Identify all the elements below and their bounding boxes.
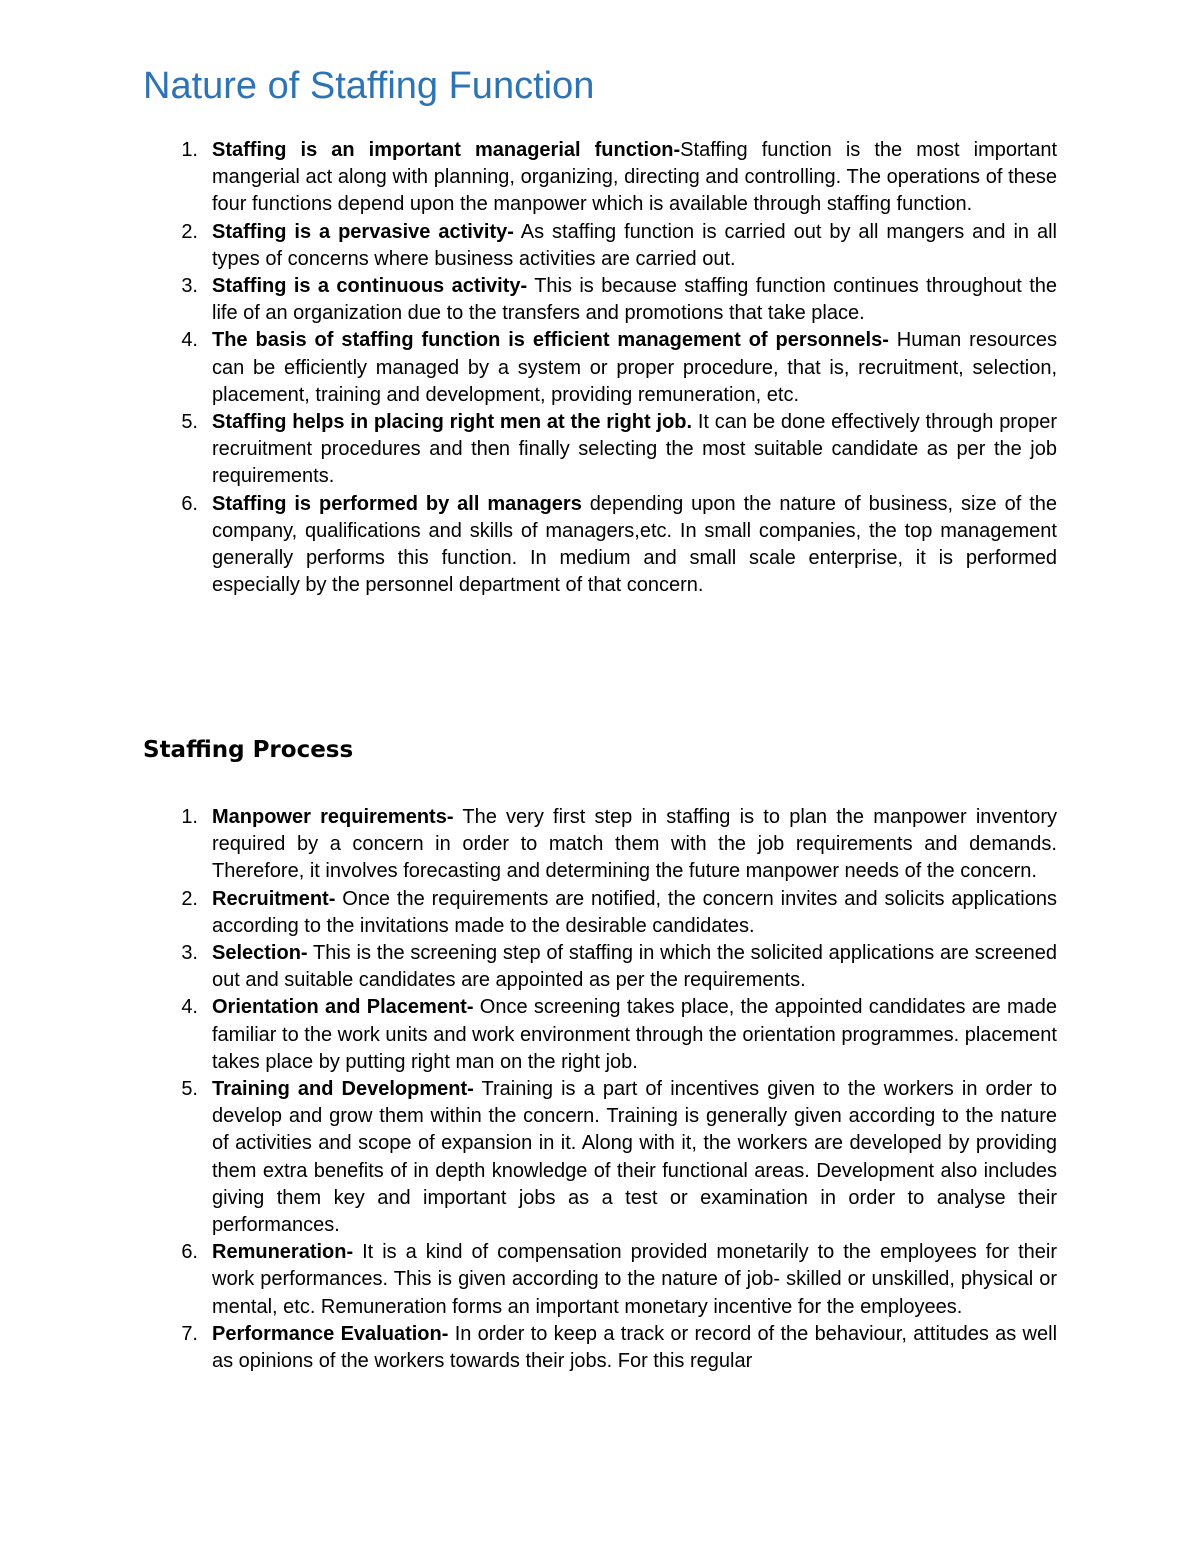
list-item [181, 994, 1057, 1076]
item-number: 2. [181, 220, 198, 243]
item-lead: Remuneration- [212, 1241, 354, 1264]
item-number: 3. [181, 275, 198, 298]
item-lead: Staffing is performed by all managers [212, 492, 582, 515]
list-item [181, 940, 1057, 994]
item-body: In order to keep a track or record of the behaviour, attitudes as well as opinions of the workers towards their jobs. For this regular [212, 1322, 1058, 1373]
item-body: Human resources can be efficiently managed by a system or proper procedure, that is, recruitment, selection, placement, training and development, providing remuneration, etc. [212, 329, 1057, 406]
item-lead: Training and Development- [212, 1078, 474, 1101]
item-body: This is the screening step of staffing in which the solicited applications are screened out and suitable candidates are appointed as per the requirements. [212, 942, 1057, 992]
item-number: 6. [181, 1241, 198, 1264]
item-lead: Orientation and Placement- [212, 996, 474, 1019]
item-number: 2. [181, 887, 198, 910]
item-body: It is a kind of compensation provided monetarily to the employees for their work performances. This is given according to the nature of job- skilled or unskilled, physical or mental, etc. Remuneration forms an important monetary incentive for the employees. [212, 1241, 1057, 1318]
item-number: 5. [181, 411, 198, 434]
list-item [181, 1239, 1057, 1321]
list-item [181, 1076, 1058, 1239]
item-number: 6. [181, 492, 198, 515]
list-item [181, 886, 1057, 940]
item-lead: Staffing is a continuous activity- [212, 275, 528, 298]
item-number: 3. [181, 942, 198, 965]
item-body: Once screening takes place, the appointed candidates are made familiar to the work units and work environment through the orientation programmes. placement takes place by putting right man on the right job. [212, 996, 1057, 1073]
list-item [181, 409, 1057, 491]
item-body: depending upon the nature of business, size of the company, qualifications and skills of managers,etc. In small companies, the top management generally performs this function. In medium and small scale enterprise, it is performed especially by the personnel department of that concern. [212, 492, 1057, 597]
item-lead: Selection- [212, 942, 308, 965]
item-body: As staffing function is carried out by all mangers and in all types of concerns where business activities are carried out. [212, 220, 1057, 270]
item-body: This is because staffing function continues throughout the life of an organization due to the transfers and promotions that take place. [212, 275, 1057, 325]
nature-list [0, 137, 1200, 599]
item-lead: Staffing helps in placing right men at the right job. [212, 411, 693, 434]
list-item [181, 1321, 1058, 1375]
item-body: Training is a part of incentives given to the workers in order to develop and grow them within the concern. Training is generally given according to the nature of activities and scope of expansion in it. Along with it, the workers are developed by providing them extra benefits of in depth knowledge of their functional areas. Development also includes giving them key and important jobs as a test or examination in order to analyse their performances. [212, 1078, 1058, 1237]
item-body: Once the requirements are notified, the concern invites and solicits applications according to the invitations made to the desirable candidates. [212, 887, 1057, 937]
item-number: 4. [181, 996, 198, 1019]
item-lead: Manpower requirements- [212, 806, 454, 828]
item-number: 1. [181, 806, 198, 828]
item-body: It can be done effectively through proper recruitment procedures and then finally selecting the most suitable candidate as per the job requirements. [212, 411, 1057, 488]
section-heading: Staffing Process [143, 737, 354, 763]
item-lead: Staffing is an important managerial function- [212, 139, 681, 161]
list-item [181, 804, 1058, 886]
page-title: Nature of Staffing Function [143, 65, 595, 107]
item-number: 1. [181, 139, 198, 161]
item-lead: The basis of staffing function is efficient management of personnels- [212, 329, 889, 352]
item-number: 4. [181, 329, 198, 352]
item-number: 7. [181, 1322, 198, 1345]
process-list [0, 804, 1200, 1375]
list-item [181, 273, 1057, 327]
item-lead: Recruitment- [212, 887, 336, 910]
item-lead: Staffing is a pervasive activity- [212, 220, 514, 243]
list-item [181, 327, 1057, 409]
item-body: Staffing function is the most important mangerial act along with planning, organizing, directing and controlling. The operations of these four functions depend upon the manpower which is available through staffing function. [212, 139, 1057, 216]
list-item [181, 137, 1057, 219]
list-item [181, 491, 1057, 600]
list-item [181, 219, 1057, 273]
item-body: The very first step in staffing is to plan the manpower inventory required by a concern in order to match them with the job requirements and demands. Therefore, it involves forecasting and determining the future manpower needs of the concern. [212, 806, 1058, 883]
item-number: 5. [181, 1078, 198, 1101]
item-lead: Performance Evaluation- [212, 1322, 449, 1345]
